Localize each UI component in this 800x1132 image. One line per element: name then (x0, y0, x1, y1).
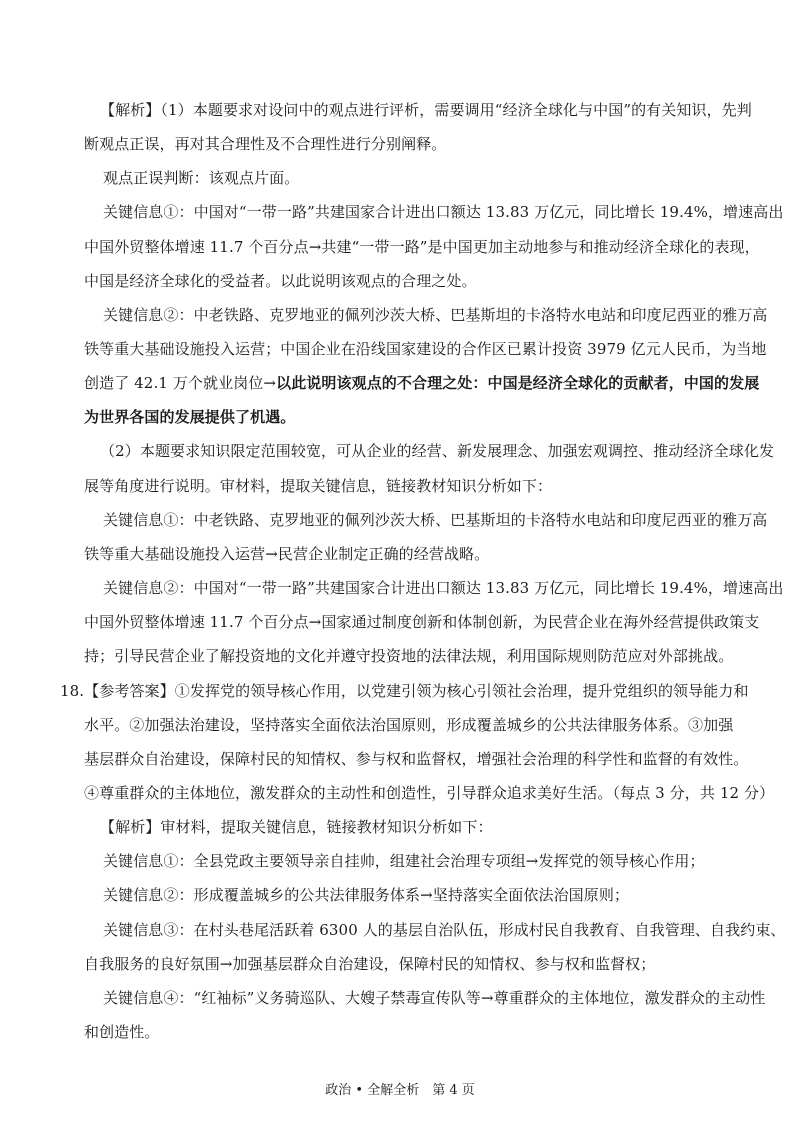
q18-key-3-line-1: 关键信息③：在村头巷尾活跃着 6300 人的基层自治队伍，形成村民自我教育、自我管理、自我约束、 (103, 921, 786, 939)
key-info-1-line-3: 中国是经济全球化的受益者。以此说明该观点的合理之处。 (84, 272, 477, 290)
key-info-2-line-1: 关键信息②：中老铁路、克罗地亚的佩列沙茨大桥、巴基斯坦的卡洛特水电站和印度尼西亚的雅万高 (103, 306, 768, 324)
q18-answer-line-1: 18.【参考答案】①发挥党的领导核心作用，以党建引领为核心引领社会治理，提升党组织的领导能力和 (60, 682, 749, 700)
analysis-2-key-1-line-2: 铁等重大基础设施投入运营→民营企业制定正确的经营战略。 (84, 545, 490, 563)
key-info-1-line-2: 中国外贸整体增速 11.7 个百分点→共建“一带一路”是中国更加主动地参与和推动经济全球化的表现， (84, 238, 760, 256)
key-info-2-line-3-normal: 创造了 42.1 万个就业岗位→ (84, 374, 277, 392)
q18-analysis-intro: 【解析】审材料，提取关键信息，链接教材知识分析如下： (100, 818, 493, 836)
key-info-2-line-2: 铁等重大基础设施投入运营；中国企业在沿线国家建设的合作区已累计投资 3979 亿元人民币，为当地 (84, 340, 767, 358)
page-footer: 政治 • 全解全析 第 4 页 (325, 1083, 475, 1098)
q18-answer-line-2: 水平。②加强法治建设，坚持落实全面依法治国原则，形成覆盖城乡的公共法律服务体系。③加强 (84, 716, 734, 734)
analysis-2-key-2-line-3: 持；引导民营企业了解投资地的文化并遵守投资地的法律法规，利用国际规则防范应对外部挑战。 (84, 647, 734, 665)
q18-answer-line-3: 基层群众自治建设，保障村民的知情权、参与权和监督权，增强社会治理的科学性和监督的有效性。 (84, 750, 749, 768)
analysis-2-key-2-line-1: 关键信息②：中国对“一带一路”共建国家合计进出口额达 13.83 万亿元，同比增长 19.4%，增速高出 (103, 579, 784, 597)
analysis-1-intro-line-2: 断观点正误，再对其合理性及不合理性进行分别阐释。 (84, 135, 447, 153)
q18-answer-line-4: ④尊重群众的主体地位，激发群众的主动性和创造性，引导群众追求美好生活。（每点 3 分，共 12 分） (84, 784, 775, 802)
q18-key-4-line-2: 和创造性。 (84, 1023, 160, 1041)
key-info-2-line-4-bold: 为世界各国的发展提供了机遇。 (84, 408, 296, 426)
judgement-line: 观点正误判断：该观点片面。 (103, 169, 300, 187)
q18-key-2: 关键信息②：形成覆盖城乡的公共法律服务体系→坚持落实全面依法治国原则； (103, 886, 630, 904)
q18-key-1: 关键信息①：全县党政主要领导亲自挂帅，组建社会治理专项组→发挥党的领导核心作用； (103, 852, 705, 870)
q18-key-4-line-1: 关键信息④：“红袖标”义务骑巡队、大嫂子禁毒宣传队等→尊重群众的主体地位，激发群众的主动性 (103, 989, 766, 1007)
key-info-2-line-3-bold: 以此说明该观点的不合理之处：中国是经济全球化的贡献者，中国的发展 (276, 374, 760, 392)
q18-key-3-line-2: 自我服务的良好氛围→加强基层群众自治建设，保障村民的知情权、参与权和监督权； (84, 955, 656, 973)
analysis-2-key-2-line-2: 中国外贸整体增速 11.7 个百分点→国家通过制度创新和体制创新，为民营企业在海外经营提供政策支 (84, 613, 760, 631)
key-info-1-line-1: 关键信息①：中国对“一带一路”共建国家合计进出口额达 13.83 万亿元，同比增长 19.4%，增速高出 (103, 203, 784, 221)
analysis-2-key-1-line-1: 关键信息①：中老铁路、克罗地亚的佩列沙茨大桥、巴基斯坦的卡洛特水电站和印度尼西亚的雅万高 (103, 511, 768, 529)
key-info-2-line-3 (84, 373, 759, 393)
analysis-2-intro-line-1: （2）本题要求知识限定范围较宽，可从企业的经营、新发展理念、加强宏观调控、推动经济全球化发 (100, 442, 775, 460)
analysis-2-intro-line-2: 展等角度进行说明。审材料，提取关键信息，链接教材知识分析如下： (84, 477, 553, 495)
analysis-1-intro-line-1: 【解析】（1）本题要求对设问中的观点进行评析，需要调用“经济全球化与中国”的有关知识，先判 (100, 101, 752, 119)
